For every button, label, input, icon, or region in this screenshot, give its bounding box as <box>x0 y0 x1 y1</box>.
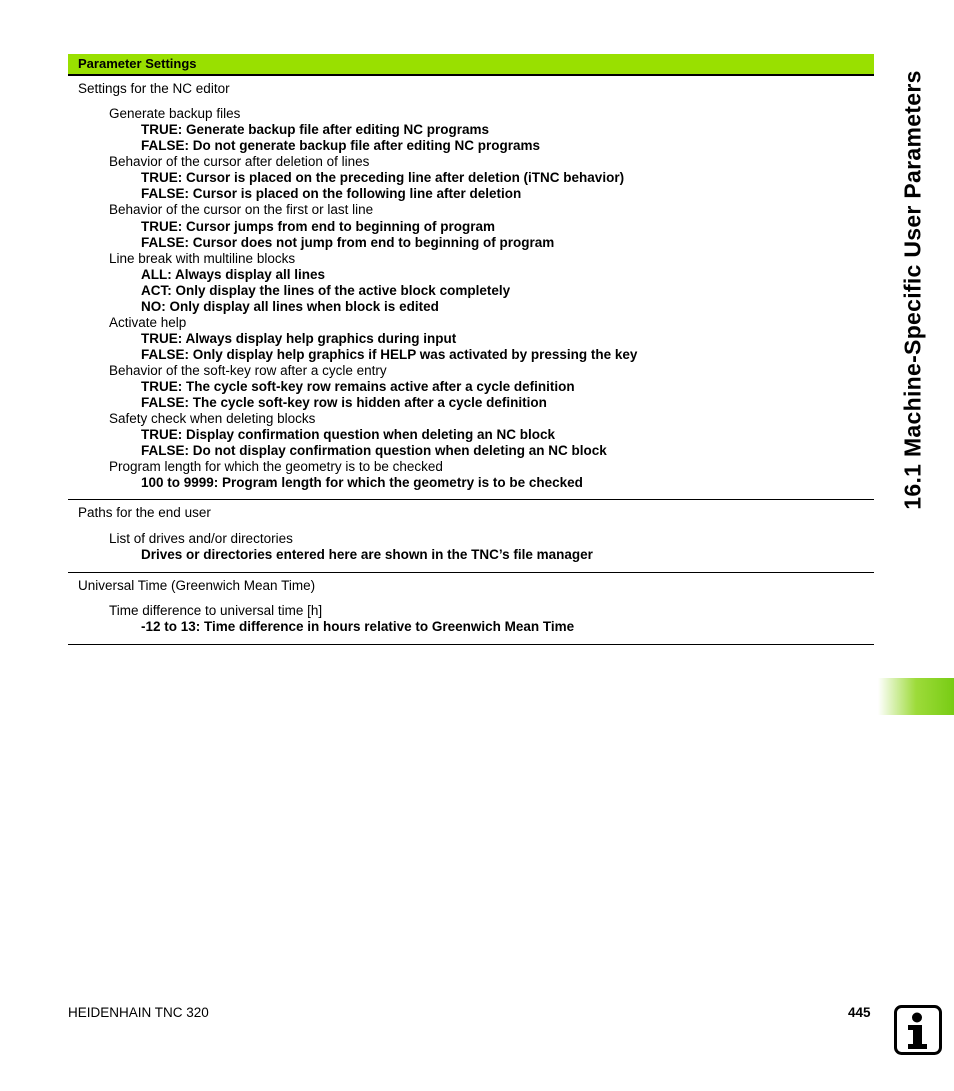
item-value: -12 to 13: Time difference in hours relative to Greenwich Mean Time <box>141 619 575 634</box>
item-label: Line break with multiline blocks <box>109 251 296 266</box>
chapter-thumb-tab <box>878 678 954 715</box>
section-title: Universal Time (Greenwich Mean Time) <box>78 578 316 593</box>
item-value: TRUE: Generate backup file after editing NC programs <box>141 122 490 137</box>
item-label: List of drives and/or directories <box>109 531 293 546</box>
item-value: FALSE: Cursor does not jump from end to beginning of program <box>141 235 555 250</box>
item-value: Drives or directories entered here are shown in the TNC’s file manager <box>141 547 593 562</box>
chapter-side-title <box>896 55 930 525</box>
item-value: FALSE: Do not generate backup file after editing NC programs <box>141 138 541 153</box>
item-label: Generate backup files <box>109 106 241 121</box>
item-value: TRUE: Always display help graphics during input <box>141 331 457 346</box>
item-value: FALSE: Cursor is placed on the following line after deletion <box>141 186 522 201</box>
item-value: FALSE: Do not display confirmation question when deleting an NC block <box>141 443 607 458</box>
info-icon <box>894 1005 942 1055</box>
section-title: Settings for the NC editor <box>78 81 230 96</box>
item-value: TRUE: Cursor is placed on the preceding line after deletion (iTNC behavior) <box>141 170 625 185</box>
table-header-title: Parameter Settings <box>78 56 197 71</box>
item-value: FALSE: The cycle soft-key row is hidden after a cycle definition <box>141 395 547 410</box>
table-header <box>68 54 874 76</box>
item-value: NO: Only display all lines when block is edited <box>141 299 439 314</box>
item-label: Safety check when deleting blocks <box>109 411 316 426</box>
item-value: FALSE: Only display help graphics if HELP was activated by pressing the key <box>141 347 638 362</box>
item-label: Activate help <box>109 315 187 330</box>
chapter-side-title-text: 16.1 Machine-Specific User Parameters <box>899 70 926 510</box>
item-label: Behavior of the soft-key row after a cycle entry <box>109 363 387 378</box>
item-label: Program length for which the geometry is to be checked <box>109 459 443 474</box>
item-label: Behavior of the cursor on the first or last line <box>109 202 374 217</box>
item-label: Time difference to universal time [h] <box>109 603 323 618</box>
item-value: ALL: Always display all lines <box>141 267 326 282</box>
section-universal-time <box>68 573 874 645</box>
item-label: Behavior of the cursor after deletion of lines <box>109 154 370 169</box>
page-number: 445 <box>848 1005 871 1020</box>
section-end-user-paths <box>68 500 874 573</box>
item-value: 100 to 9999: Program length for which the geometry is to be checked <box>141 475 583 490</box>
item-value: TRUE: The cycle soft-key row remains active after a cycle definition <box>141 379 575 394</box>
footer-product: HEIDENHAIN TNC 320 <box>68 1005 209 1020</box>
item-value: TRUE: Cursor jumps from end to beginning of program <box>141 219 495 234</box>
item-value: TRUE: Display confirmation question when deleting an NC block <box>141 427 556 442</box>
section-title: Paths for the end user <box>78 505 211 520</box>
item-value: ACT: Only display the lines of the active block completely <box>141 283 511 298</box>
section-nc-editor <box>68 76 874 500</box>
